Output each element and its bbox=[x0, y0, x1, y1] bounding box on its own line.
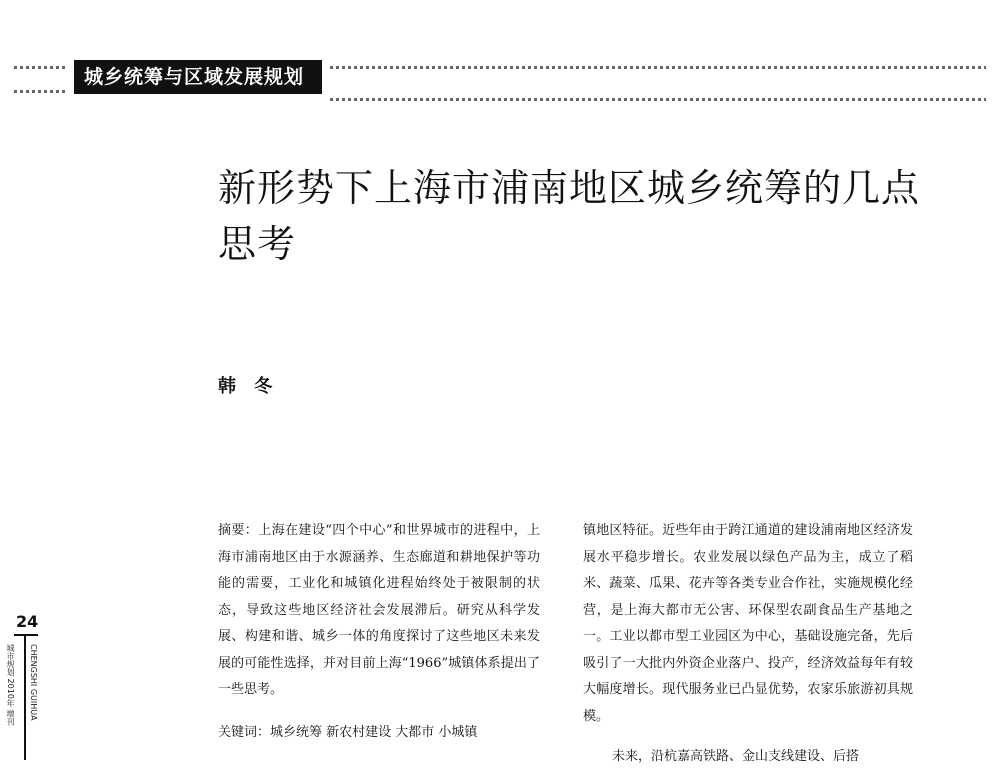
header-rule-right bbox=[330, 66, 986, 69]
journal-side-label-latin: CHENGSHI GUIHUA bbox=[29, 644, 38, 721]
section-tag: 城乡统筹与区域发展规划 bbox=[74, 60, 322, 94]
page-number-rule bbox=[14, 634, 38, 636]
body-column-right: 镇地区特征。近些年由于跨江通道的建设浦南地区经济发展水平稳步增长。农业发展以绿色产品为主，成立了稻米、蔬菜、瓜果、花卉等各类专业合作社，实施规模化经营，是上海大都市无公害、环保型农副食品生产基地之一。工业以都市型工业园区为中心，基础设施完备，先后吸引了一大批内外资企业落户、投产，经济效益每年有较大幅度增长。现代服务业已凸显优势，农家乐旅游初具规模。 bbox=[583, 523, 913, 724]
article-title: 新形势下上海市浦南地区城乡统筹的几点思考 bbox=[218, 166, 921, 266]
article-abstract: 摘要：上海在建设“四个中心”和世界城市的进程中，上海市浦南地区由于水源涵养、生态廊道和耕地保护等功能的需要，工业化和城镇化进程始终处于被限制的状态，导致这些地区经济社会发展滞后。研究从科学发展、构建和谐、城乡一体的角度探讨了这些地区未来发展的可能性选择，并对目前上海“1966”城镇体系提出了一些思考。 bbox=[218, 523, 540, 697]
article-keywords: 关键词：城乡统筹 新农村建设 大都市 小城镇 bbox=[218, 725, 478, 740]
journal-side-label: 城市规划 2010年 增刊 bbox=[6, 644, 15, 726]
margin-vertical-rule bbox=[24, 634, 26, 760]
body-column-right-continued: 未来，沿杭嘉高铁路、金山支线建设、后搭 bbox=[612, 749, 860, 764]
page-number: 24 bbox=[16, 612, 39, 631]
header-rule-right-lower bbox=[330, 98, 986, 101]
header-rule-left-lower bbox=[14, 90, 68, 93]
header-rule-left bbox=[14, 66, 68, 69]
article-author: 韩 冬 bbox=[218, 376, 279, 397]
